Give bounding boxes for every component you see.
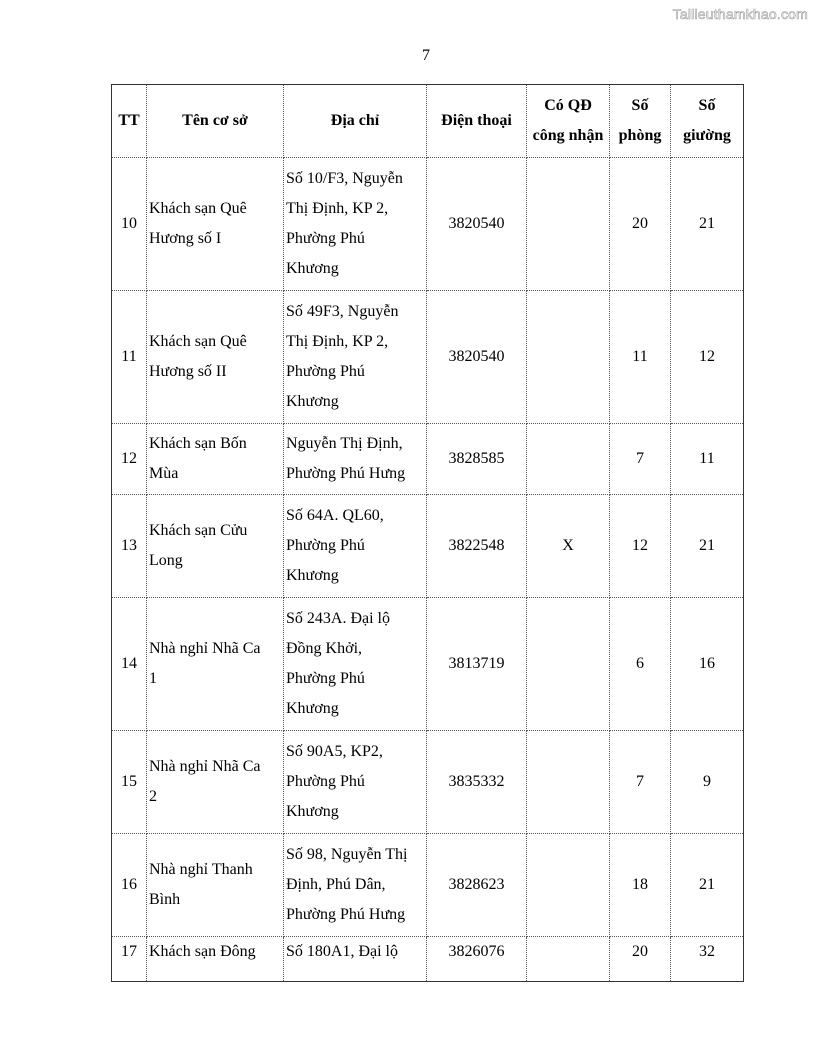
cell-address-line: Số 49F3, Nguyễn	[286, 303, 399, 320]
header-rooms	[610, 85, 671, 158]
cell-phone: 3828623	[427, 834, 527, 937]
cell-address-line: Phường Phú Hưng	[286, 465, 406, 482]
cell-rooms: 20	[610, 158, 671, 291]
cell-address	[284, 495, 427, 598]
cell-address	[284, 598, 427, 731]
cell-name-line: Nhà nghỉ Thanh	[149, 861, 253, 878]
watermark: Tailieuthamkhao.com	[672, 6, 808, 22]
cell-phone: 3822548	[427, 495, 527, 598]
table-row	[112, 834, 744, 937]
cell-address-line: Phường Phú	[286, 230, 365, 247]
cell-address-line: Khương	[286, 803, 339, 820]
cell-tt: 11	[112, 291, 147, 424]
cell-address-line: Định, Phú Dân,	[286, 876, 386, 893]
cell-address-line: Số 243A. Đại lộ	[286, 610, 390, 627]
cell-name	[147, 731, 284, 834]
table-row	[112, 937, 744, 982]
header-beds-line2: giường	[683, 127, 731, 144]
cell-address-line: Số 10/F3, Nguyễn	[286, 170, 403, 187]
cell-name-line: Khách sạn Quê	[149, 333, 247, 350]
cell-beds: 32	[671, 937, 744, 982]
header-beds-line1: Số	[698, 97, 716, 114]
cell-address-line: Số 64A. QL60,	[286, 507, 384, 524]
cell-address-line: Phường Phú	[286, 670, 365, 687]
header-qd	[527, 85, 610, 158]
cell-name	[147, 158, 284, 291]
cell-address	[284, 731, 427, 834]
cell-qd	[527, 598, 610, 731]
cell-address-line: Khương	[286, 700, 339, 717]
cell-tt: 15	[112, 731, 147, 834]
cell-name-line: Khách sạn Đông	[149, 943, 256, 960]
cell-rooms: 11	[610, 291, 671, 424]
cell-tt: 10	[112, 158, 147, 291]
cell-qd: X	[527, 495, 610, 598]
header-qd-line2: công nhận	[532, 127, 604, 144]
cell-qd	[527, 424, 610, 495]
cell-address-line: Số 180A1, Đại lộ	[286, 943, 398, 960]
cell-address-line: Khương	[286, 393, 339, 410]
cell-name-line: Khách sạn Bốn	[149, 435, 247, 452]
header-rooms-line2: phòng	[618, 127, 662, 144]
cell-rooms: 6	[610, 598, 671, 731]
cell-qd	[527, 291, 610, 424]
cell-address	[284, 937, 427, 982]
cell-name	[147, 598, 284, 731]
cell-address-line: Thị Định, KP 2,	[286, 200, 389, 217]
table-row	[112, 731, 744, 834]
header-address: Địa chỉ	[284, 85, 427, 158]
cell-name-line: Mùa	[149, 465, 179, 482]
cell-address-line: Nguyễn Thị Định,	[286, 435, 403, 452]
header-row	[112, 85, 744, 158]
cell-qd	[527, 834, 610, 937]
cell-name-line: 2	[149, 788, 157, 805]
cell-name	[147, 291, 284, 424]
cell-qd	[527, 158, 610, 291]
cell-address	[284, 158, 427, 291]
cell-name	[147, 424, 284, 495]
table-row	[112, 598, 744, 731]
cell-tt: 16	[112, 834, 147, 937]
cell-qd	[527, 937, 610, 982]
cell-rooms: 12	[610, 495, 671, 598]
cell-name-line: Nhà nghỉ Nhã Ca	[149, 640, 261, 657]
header-beds	[671, 85, 744, 158]
table-row	[112, 158, 744, 291]
cell-phone: 3813719	[427, 598, 527, 731]
cell-beds: 21	[671, 834, 744, 937]
cell-beds: 21	[671, 158, 744, 291]
cell-name-line: Long	[149, 552, 183, 569]
cell-name-line: Hương số II	[149, 363, 227, 380]
header-qd-line1: Có QĐ	[544, 97, 592, 114]
cell-beds: 9	[671, 731, 744, 834]
cell-rooms: 20	[610, 937, 671, 982]
cell-name	[147, 937, 284, 982]
cell-address-line: Thị Định, KP 2,	[286, 333, 389, 350]
cell-address-line: Đồng Khởi,	[286, 640, 363, 657]
header-name: Tên cơ sở	[147, 85, 284, 158]
cell-address	[284, 834, 427, 937]
cell-address-line: Phường Phú	[286, 363, 365, 380]
cell-tt: 12	[112, 424, 147, 495]
lodging-table	[111, 84, 744, 982]
cell-name-line: Nhà nghỉ Nhã Ca	[149, 758, 261, 775]
cell-address-line: Số 98, Nguyễn Thị	[286, 846, 408, 863]
cell-name-line: Khách sạn Cửu	[149, 522, 248, 539]
cell-phone: 3828585	[427, 424, 527, 495]
table-row	[112, 495, 744, 598]
cell-phone: 3820540	[427, 291, 527, 424]
header-phone: Điện thoại	[427, 85, 527, 158]
header-tt: TT	[112, 85, 147, 158]
cell-tt: 13	[112, 495, 147, 598]
cell-phone: 3835332	[427, 731, 527, 834]
cell-address-line: Phường Phú	[286, 537, 365, 554]
cell-rooms: 7	[610, 731, 671, 834]
cell-beds: 11	[671, 424, 744, 495]
cell-tt: 17	[112, 937, 147, 982]
cell-name	[147, 495, 284, 598]
cell-beds: 21	[671, 495, 744, 598]
cell-address-line: Khương	[286, 260, 339, 277]
cell-name-line: Khách sạn Quê	[149, 200, 247, 217]
cell-name-line: 1	[149, 670, 157, 687]
page-number: 7	[422, 47, 430, 64]
cell-address-line: Số 90A5, KP2,	[286, 743, 383, 760]
cell-phone: 3820540	[427, 158, 527, 291]
cell-rooms: 7	[610, 424, 671, 495]
cell-phone: 3826076	[427, 937, 527, 982]
cell-address-line: Phường Phú	[286, 773, 365, 790]
cell-address-line: Phường Phú Hưng	[286, 906, 406, 923]
table-row	[112, 424, 744, 495]
table-row	[112, 291, 744, 424]
cell-name-line: Bình	[149, 891, 181, 908]
cell-rooms: 18	[610, 834, 671, 937]
cell-name-line: Hương số I	[149, 230, 222, 247]
cell-qd	[527, 731, 610, 834]
cell-address	[284, 291, 427, 424]
cell-beds: 16	[671, 598, 744, 731]
cell-name	[147, 834, 284, 937]
table-body	[112, 158, 744, 982]
header-rooms-line1: Số	[631, 97, 649, 114]
cell-tt: 14	[112, 598, 147, 731]
cell-address	[284, 424, 427, 495]
cell-beds: 12	[671, 291, 744, 424]
cell-address-line: Khương	[286, 567, 339, 584]
